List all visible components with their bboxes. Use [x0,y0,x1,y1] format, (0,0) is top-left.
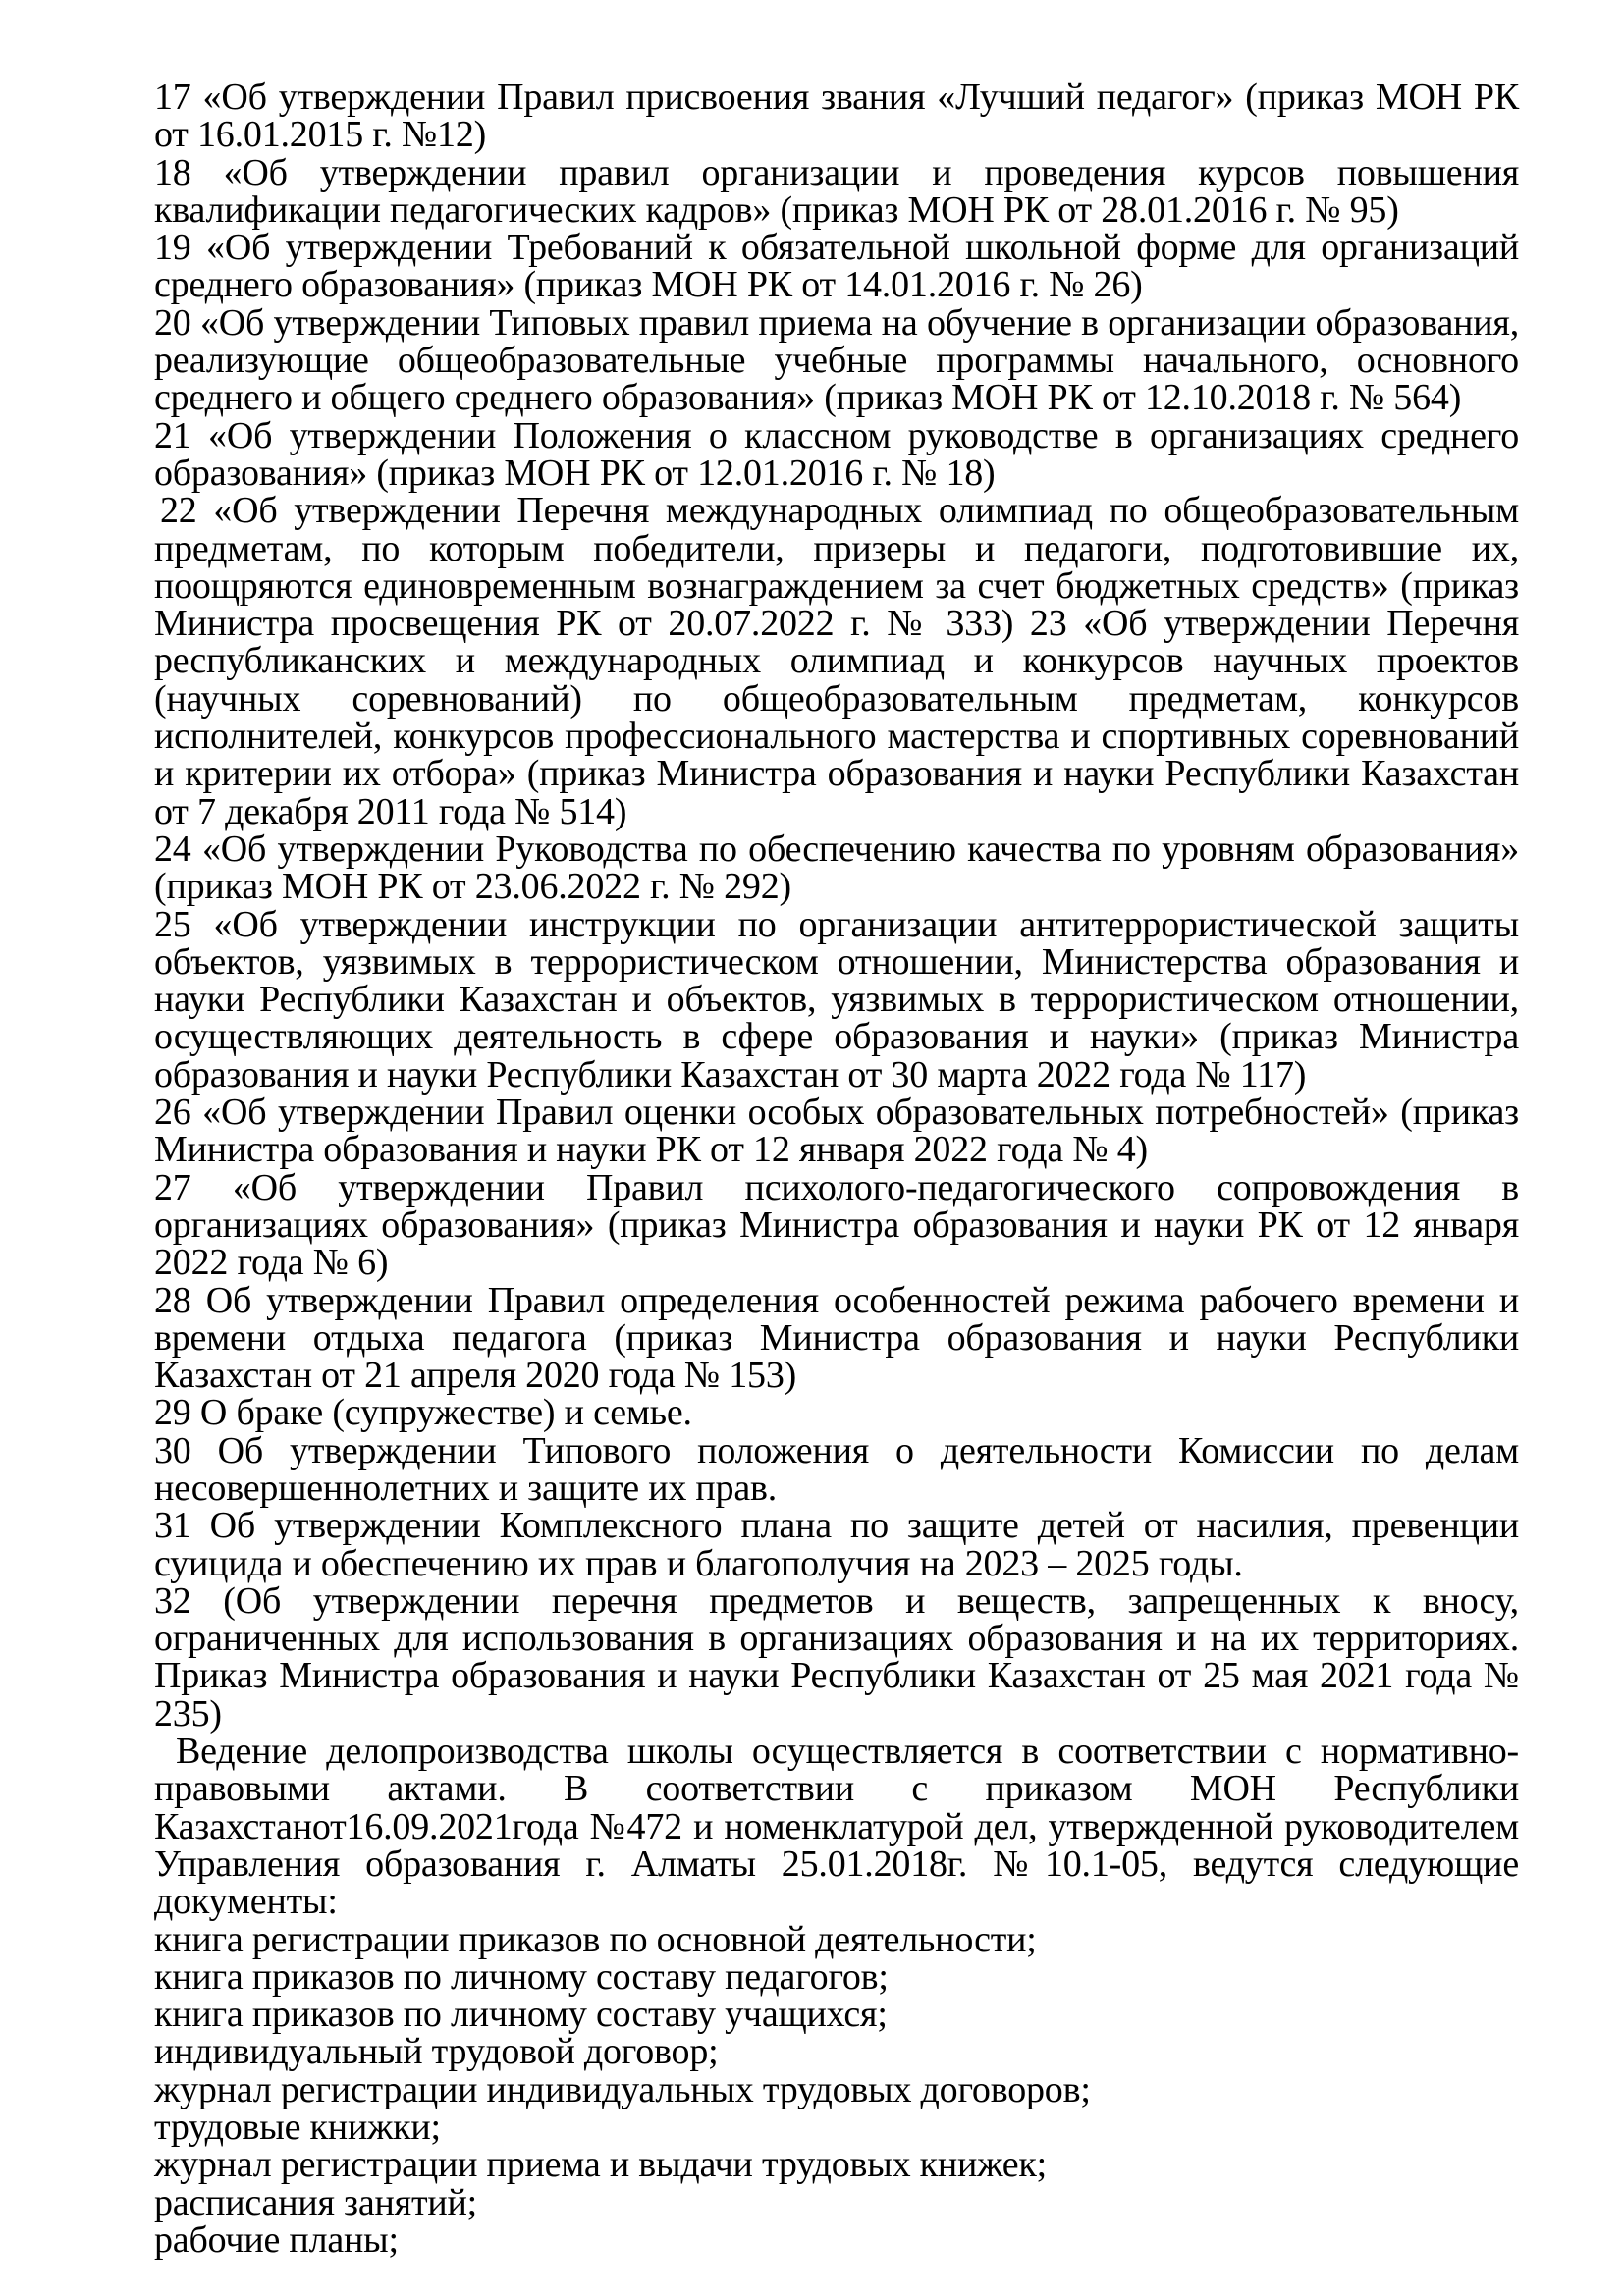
para-line-individual-contract: индивидуальный трудовой договор; [154,2031,719,2073]
para-item-18: 18 «Об утверждении правил организации и проведения курсов повышения квалификации педагогических кадров» (приказ МОН РК от 28.01.2016 г. № 95) [154,151,1519,231]
para-item-17: 17 «Об утверждении Правил присвоения звания «Лучший педагог» (приказ МОН РК от 16.01.2015 г. №12) [154,77,1519,156]
para-item-19: 19 «Об утверждении Требований к обязательной школьной форме для организаций среднего образования» (приказ МОН РК от 14.01.2016 г. № 26) [154,227,1519,306]
para-items-22-23: 22 «Об утверждении Перечня международных олимпиад по общеобразовательным предметам, по которым победители, призеры и педагоги, подготовившие их, поощряются единовременным вознаграждением за счет бюджетных средств» (приказ Министра просвещения РК от 20.07.2022 г. № 333) 23 «Об утверждении Перечня республиканских и международных олимпиад и конкурсов научных проектов (научных соревнований) по общеобразовательным предметам, конкурсов исполнителей, конкурсов профессионального мастерства и спортивных соревнований и критерии их отбора» (приказ Министра образования и науки Республики Казахстан от 7 декабря 2011 года № 514) [154,490,1519,832]
para-line-main-activity-orders-book: книга регистрации приказов по основной деятельности; [154,1918,1037,1960]
para-item-30: 30 Об утверждении Типового положения о деятельности Комиссии по делам несовершеннолетних и защите их прав. [154,1429,1519,1509]
para-item-24: 24 «Об утверждении Руководства по обеспечению качества по уровням образования» (приказ МОН РК от 23.06.2022 г. № 292) [154,828,1519,908]
document-body [154,79,1519,2259]
para-line-student-orders-book: книга приказов по личному составу учащихся; [154,1994,888,2036]
para-item-21: 21 «Об утверждении Положения о классном руководстве в организациях среднего образования» (приказ МОН РК от 12.01.2016 г. № 18) [154,414,1519,494]
para-item-27: 27 «Об утверждении Правил психолого-педагогического сопровождения в организациях образования» (приказ Министра образования и науки РК от 12 января 2022 года № 6) [154,1166,1519,1284]
para-item-26: 26 «Об утверждении Правил оценки особых образовательных потребностей» (приказ Министра образования и науки РК от 12 января 2022 года № 4) [154,1092,1519,1171]
para-item-20: 20 «Об утверждении Типовых правил приема на обучение в организации образования, реализующие общеобразовательные учебные программы начального, основного среднего и общего среднего образования» (приказ МОН РК от 12.10.2018 г. № 564) [154,301,1519,419]
para-item-28: 28 Об утверждении Правил определения особенностей режима рабочего времени и времени отдыха педагога (приказ Министра образования и науки Республики Казахстан от 21 апреля 2020 года № 153) [154,1279,1519,1397]
para-item-32: 32 (Об утверждении перечня предметов и веществ, запрещенных к вносу, ограниченных для использования в организациях образования и на их территориях. Приказ Министра образования и науки Республики Казахстан от 25 мая 2021 года № 235) [154,1579,1519,1735]
para-line-contracts-journal: журнал регистрации индивидуальных трудовых договоров; [154,2068,1091,2110]
para-line-work-plans: рабочие планы; [154,2218,399,2261]
para-line-staff-orders-book: книга приказов по личному составу педагогов; [154,1955,889,1998]
para-item-29: 29 О браке (супружестве) и семье. [154,1392,692,1434]
para-recordkeeping-intro: Ведение делопроизводства школы осуществляется в соответствии с нормативно-правовыми актами. В соответствии с приказом МОН Республики Казахстанот16.09.2021года №472 и номенклатурой дел, утвержденной руководителем Управления образования г. Алматы 25.01.2018г. №10.1-05, ведутся следующие документы: [154,1731,1519,1923]
para-line-work-books: трудовые книжки; [154,2107,441,2149]
para-item-25: 25 «Об утверждении инструкции по организации антитеррористической защиты объектов, уязвимых в террористическом отношении, Министерства образования и науки Республики Казахстан и объектов, уязвимых в террористическом отношении, осуществляющих деятельность в сфере образования и науки» (приказ Министра образования и науки Республики Казахстан от 30 марта 2022 года № 117) [154,903,1519,1095]
para-line-class-schedules: расписания занятий; [154,2181,477,2223]
para-line-workbooks-journal: журнал регистрации приема и выдачи трудовых книжек; [154,2144,1048,2186]
para-item-31: 31 Об утверждении Комплексного плана по защите детей от насилия, превенции суицида и обеспечению их прав и благополучия на 2023 – 2025 годы. [154,1505,1519,1584]
